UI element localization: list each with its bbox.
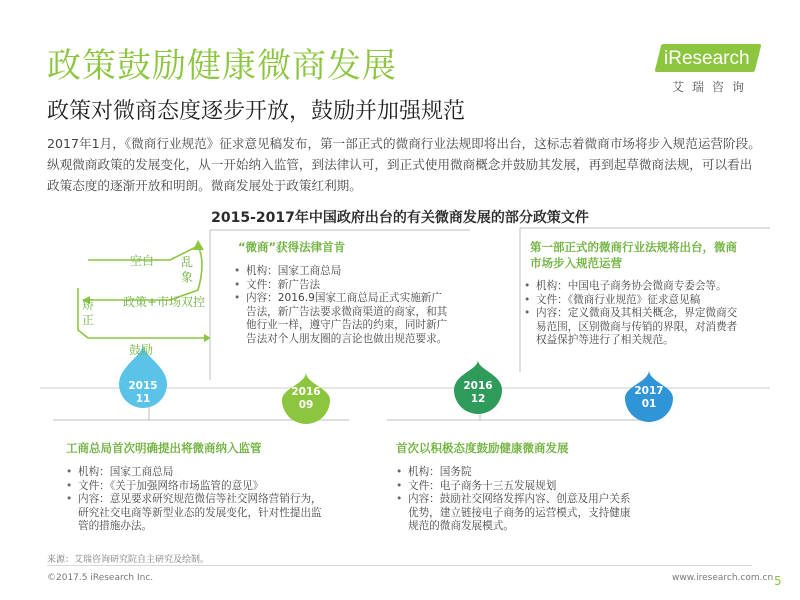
list-item: • 文件：电子商务十三五发展规划 xyxy=(396,480,636,494)
chart-title: 2015-2017年中国政府出台的有关微商发展的部分政策文件 xyxy=(211,210,589,226)
list-item: • 内容：2016.9国家工商总局正式实施新广告法，新广告法要求微商渠道的商家，和其他行业一样，遵守广告法的约束，同时新广告法对个人朋友圈的言论也做出规范要求。 xyxy=(234,292,452,346)
flow-encourage: 鼓励 xyxy=(129,343,154,357)
page-subtitle: 政策对微商态度逐步开放，鼓励并加强规范 xyxy=(47,99,466,124)
date-2017-01: 2017 01 xyxy=(634,385,664,410)
flow-chaos: 乱象 xyxy=(181,255,194,284)
flow-blank: 空白 xyxy=(130,254,155,268)
date-2016-09: 2016 09 xyxy=(291,386,321,411)
logo-word: iResearch xyxy=(664,48,750,69)
date-2015-11: 2015 11 xyxy=(128,380,158,405)
list-item: • 机构：国务院 xyxy=(396,466,636,480)
list-item: • 文件：新广告法 xyxy=(234,279,452,293)
event-list-2017-01 xyxy=(524,280,742,348)
list-item: • 内容：鼓励社交网络发挥内容、创意及用户关系优势，建立链接电子商务的运营模式，支持健康规范的微商发展模式。 xyxy=(396,493,636,534)
list-item: • 文件：《微商行业规范》征求意见稿 xyxy=(524,294,742,308)
footer-divider xyxy=(47,565,752,566)
list-item: • 文件：《关于加强网络市场监管的意见》 xyxy=(66,480,326,494)
website-url: www.iresearch.com.cn xyxy=(672,573,774,583)
list-item: • 机构：国家工商总局 xyxy=(66,466,326,480)
flow-correct: 矫正 xyxy=(82,298,95,327)
list-item: • 内容：定义微商及其相关概念，界定微商交易范围，区别微商与传销的界限，对消费者权益保护等进行了相关规范。 xyxy=(524,307,742,348)
logo-chinese: 艾瑞咨询 xyxy=(672,80,753,94)
event-title-2016-09: “微商”获得法律首肯 xyxy=(238,240,346,254)
flow-control: 政策+市场双控 xyxy=(123,295,206,309)
date-2016-12: 2016 12 xyxy=(463,380,493,405)
event-title-2015-11: 工商总局首次明确提出将微商纳入监管 xyxy=(66,441,262,455)
intro-paragraph: 2017年1月，《微商行业规范》征求意见稿发布，第一部正式的微商行业法规即将出台，这标志着微商市场将步入规范运营阶段。纵观微商政策的发展变化，从一开始纳入监管，到法律认可，到正式使用微商概念并鼓励其发展，再到起草微商法规，可以看出政策态度的逐渐开放和明朗。微商发展处于政策红利期。 xyxy=(47,136,761,193)
event-list-2016-09 xyxy=(234,265,452,346)
source-note: 来源：艾瑞咨询研究院自主研究及绘制。 xyxy=(47,555,210,565)
event-list-2015-11 xyxy=(66,466,326,534)
list-item: • 机构：国家工商总局 xyxy=(234,265,452,279)
event-title-2016-12: 首次以积极态度鼓励健康微商发展 xyxy=(396,441,569,455)
list-item: • 内容：意见要求研究规范微信等社交网络营销行为，研究社交电商等新型业态的发展变化，针对性提出监管的措施办法。 xyxy=(66,493,326,534)
event-title-2017-01: 第一部正式的微商行业法规将出台，微商市场步入规范运营 xyxy=(530,240,737,270)
list-item: • 机构：中国电子商务协会微商专委会等。 xyxy=(524,280,742,294)
event-list-2016-12 xyxy=(396,466,636,534)
page-number: 5 xyxy=(774,574,782,588)
page-title: 政策鼓励健康微商发展 xyxy=(47,46,397,86)
timeline-markers xyxy=(119,344,673,424)
copyright: ©2017.5 iResearch Inc. xyxy=(47,573,154,583)
